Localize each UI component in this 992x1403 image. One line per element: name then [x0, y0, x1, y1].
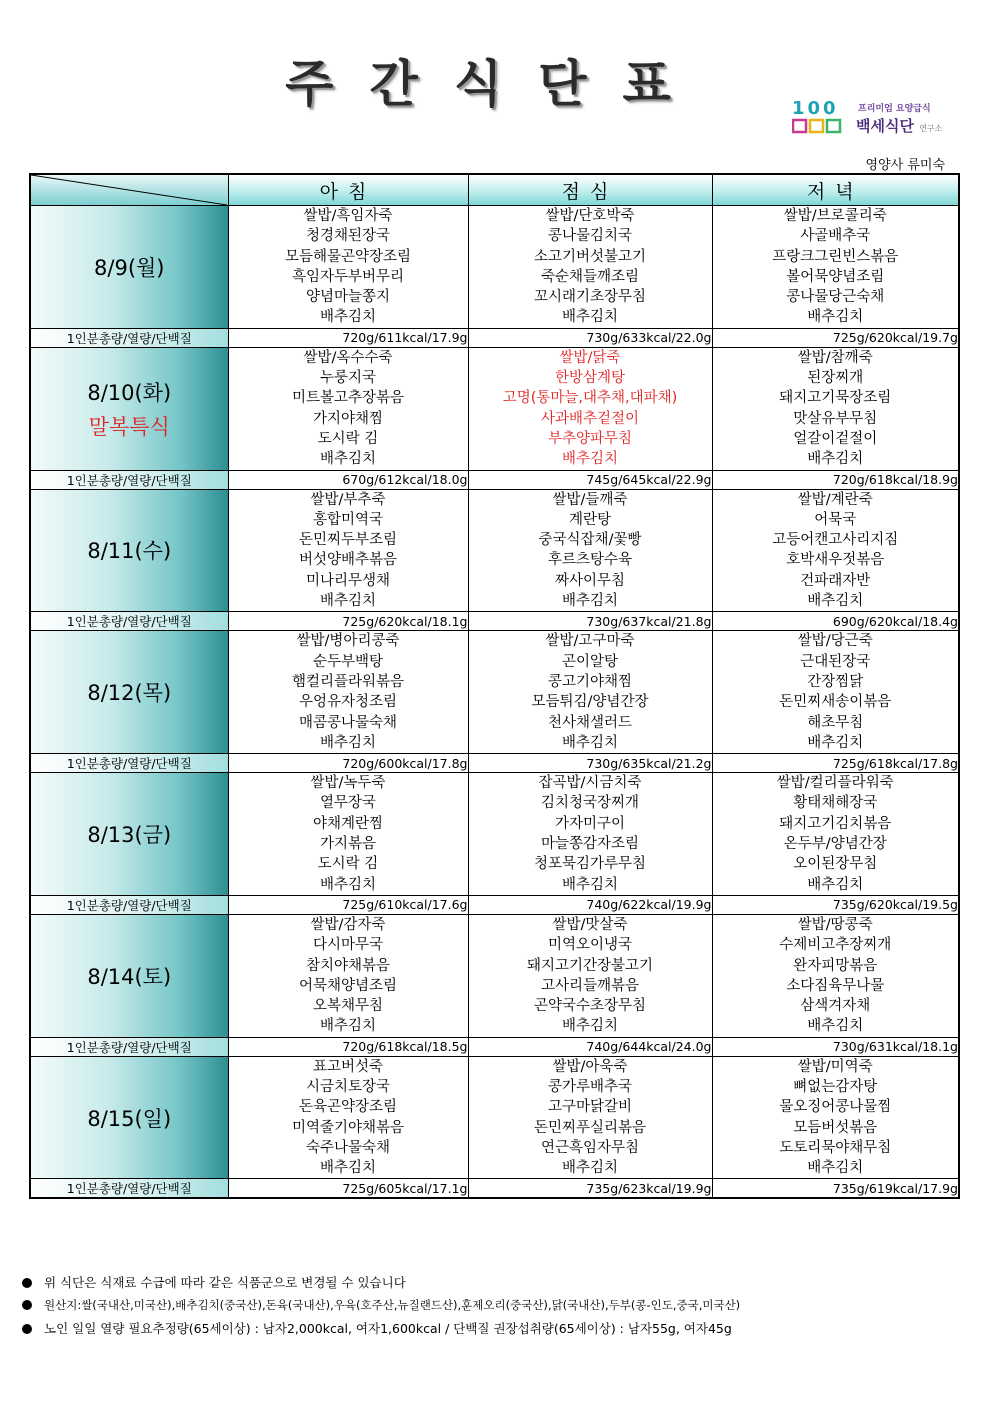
breakfast-menu-cell [228, 489, 468, 612]
menu-item: 우엉유자청조림 [298, 694, 398, 711]
menu-item: 도시락 김 [317, 856, 379, 873]
note-text: 노인 일일 열량 필요추정량(65세이상) : 남자2,000kcal, 여자1,600kcal / 단백질 권장섭취량(65세이상) : 남자55g, 여자45g [44, 1321, 732, 1336]
dinner-menu-cell [712, 489, 959, 612]
breakfast-nutrition-value: 720g/611kcal/17.9g [228, 328, 468, 347]
menu-item: 어묵국 [814, 511, 857, 528]
menu-item: 쌀밥/부추죽 [310, 491, 386, 508]
bullet-icon [22, 1300, 32, 1310]
dinner-nutrition-value: 735g/619kcal/17.9g [712, 1179, 959, 1199]
day-cell [30, 914, 228, 1037]
menu-item: 가지야채찜 [312, 410, 384, 427]
day-label: 8/13(금) [87, 823, 172, 848]
nutrition-label: 1인분총량/열량/단백질 [30, 612, 228, 631]
menu-item: 배추김치 [319, 1018, 377, 1035]
menu-item: 숙주나물숙채 [305, 1139, 391, 1156]
lunch-nutrition-value: 740g/644kcal/24.0g [468, 1037, 712, 1056]
menu-item: 가자미구이 [554, 815, 626, 832]
dinner-nutrition-value: 720g/618kcal/18.9g [712, 470, 959, 489]
menu-item: 배추김치 [807, 1160, 864, 1177]
bullet-icon [22, 1324, 32, 1334]
menu-item: 쌀밥/병아리콩죽 [296, 633, 400, 650]
lunch-menu-cell [468, 1056, 712, 1179]
menu-item: 배추김치 [319, 876, 377, 893]
logo-name [856, 115, 942, 136]
menu-item: 볼어묵양념조림 [786, 268, 885, 285]
nutrition-row [30, 470, 959, 489]
menu-item: 쌀밥/브로콜리죽 [783, 208, 887, 224]
lunch-menu-cell [468, 631, 712, 754]
dinner-menu-cell [712, 347, 959, 470]
menu-item: 쌀밥/감자죽 [310, 916, 386, 933]
header-dinner: 저녁 [712, 174, 959, 206]
menu-item: 호박새우젓볶음 [786, 552, 885, 569]
menu-item: 부추양파무침 [547, 430, 633, 447]
menu-item: 고사리들깨볶음 [540, 977, 640, 994]
lunch-menu-cell [468, 914, 712, 1037]
breakfast-menu-cell [228, 773, 468, 896]
menu-item: 도시락 김 [317, 430, 379, 447]
nutrition-label: 1인분총량/열량/단백질 [30, 754, 228, 773]
menu-item: 해초무침 [807, 714, 864, 731]
day-label: 8/9(월) [94, 255, 165, 280]
menu-item: 햄컬리플라워볶음 [291, 673, 405, 690]
menu-item: 고명(통마늘,대추채,대파채) [502, 390, 678, 407]
menu-item: 미트볼고추장볶음 [291, 390, 405, 407]
menu-item: 열무장국 [319, 795, 377, 812]
logo-numbers: 100 [792, 98, 839, 119]
menu-item: 완자피망볶음 [793, 957, 878, 974]
dinner-nutrition-value: 690g/620kcal/18.4g [712, 612, 959, 631]
menu-item: 삼색겨자채 [800, 998, 871, 1015]
menu-item: 맛살유부무침 [793, 410, 878, 427]
menu-item: 쌀밥/고구마죽 [545, 633, 635, 650]
day-row [30, 914, 959, 1037]
menu-item: 배추김치 [561, 876, 619, 893]
menu-item: 쌀밥/녹두죽 [310, 775, 386, 792]
menu-item: 프랑크그린빈스볶음 [772, 248, 899, 265]
menu-item: 모듬튀김/양념간장 [531, 694, 649, 711]
menu-item: 쌀밥/아욱죽 [552, 1058, 628, 1075]
menu-item: 후르츠탕수육 [547, 552, 633, 569]
menu-item: 오복채무침 [312, 998, 384, 1015]
diagonal-line-icon [31, 175, 227, 205]
menu-item: 배추김치 [319, 1160, 377, 1177]
lunch-menu-cell [468, 489, 712, 612]
menu-item: 계란탕 [568, 511, 612, 528]
breakfast-menu-cell [228, 631, 468, 754]
menu-item: 미나리무생채 [305, 572, 391, 589]
note-nutrition [22, 1317, 740, 1340]
menu-item: 천사채샐러드 [547, 714, 633, 731]
header-row [30, 174, 959, 206]
menu-body [30, 206, 959, 1199]
menu-item: 어묵채양념조림 [298, 977, 398, 994]
note-text: 위 식단은 식재료 수급에 따라 같은 식품군으로 변경될 수 있습니다 [44, 1275, 406, 1290]
menu-item: 고등어캔고사리지짐 [772, 532, 899, 549]
day-cell [30, 773, 228, 896]
menu-item: 죽순채들깨조림 [540, 268, 640, 285]
menu-item: 사과배추겉절이 [540, 410, 640, 427]
nutrition-row [30, 1037, 959, 1056]
note-supply [22, 1271, 740, 1294]
nutrition-row [30, 612, 959, 631]
dinner-menu-cell [712, 631, 959, 754]
menu-item: 연근흑임자무침 [540, 1139, 640, 1156]
note-text: 원산지:쌀(국내산,미국산),배추김치(중국산),돈육(국내산),우육(호주산,뉴질랜드산),훈제오리(중국산),닭(국내산),두부(콩-인도,중국,미국산) [44, 1298, 741, 1312]
menu-item: 곤이알탕 [561, 653, 619, 670]
menu-item: 배추김치 [807, 734, 864, 751]
header-breakfast: 아침 [228, 174, 468, 206]
breakfast-nutrition-value: 720g/600kcal/17.8g [228, 754, 468, 773]
menu-item: 도토리묵야채무침 [779, 1139, 892, 1156]
menu-item: 쌀밥/당근죽 [797, 633, 873, 650]
menu-item: 콩가루배추국 [547, 1078, 633, 1095]
breakfast-menu-cell [228, 347, 468, 470]
menu-item: 미역오이냉국 [547, 937, 633, 954]
menu-item: 수제비고추장찌개 [779, 937, 892, 954]
menu-item: 배추김치 [561, 1018, 619, 1035]
menu-item: 쌀밥/옥수수죽 [303, 349, 393, 366]
menu-item: 쌀밥/미역죽 [797, 1058, 873, 1075]
menu-item: 야채계란찜 [312, 815, 384, 832]
menu-item: 건파래자반 [800, 572, 871, 589]
menu-item: 쌀밥/컬리플라워죽 [776, 775, 894, 792]
dinner-nutrition-value: 735g/620kcal/19.5g [712, 895, 959, 914]
dinner-menu-cell [712, 773, 959, 896]
menu-item: 참치야채볶음 [305, 957, 391, 974]
nutrition-row [30, 328, 959, 347]
logo-mark-icon [792, 118, 842, 134]
breakfast-nutrition-value: 670g/612kcal/18.0g [228, 470, 468, 489]
menu-item: 미역줄기야채볶음 [291, 1119, 405, 1136]
logo-name-text: 백세식단 [856, 117, 914, 135]
day-row [30, 206, 959, 329]
day-cell [30, 347, 228, 470]
nutrition-row [30, 895, 959, 914]
menu-item: 중국식잡채/꽃빵 [538, 532, 642, 549]
menu-item: 배추김치 [561, 734, 619, 751]
menu-item: 돈민찌푸실리볶음 [533, 1119, 647, 1136]
menu-item: 배추김치 [807, 451, 864, 468]
menu-item: 온두부/양념간장 [783, 836, 887, 853]
menu-item: 양념마늘쫑지 [305, 289, 391, 306]
note-origin [22, 1294, 740, 1317]
dinner-menu-cell [712, 1056, 959, 1179]
day-label: 8/11(수) [87, 539, 172, 564]
menu-item: 돼지고기간장불고기 [526, 957, 654, 974]
lunch-nutrition-value: 735g/623kcal/19.9g [468, 1179, 712, 1199]
menu-item: 쌀밥/들깨죽 [552, 491, 628, 508]
dinner-nutrition-value: 730g/631kcal/18.1g [712, 1037, 959, 1056]
menu-item: 흑임자두부버무리 [291, 268, 405, 285]
lunch-menu-cell [468, 773, 712, 896]
header-lunch: 점심 [468, 174, 712, 206]
menu-item: 김치청국장찌개 [540, 795, 640, 812]
lunch-nutrition-value: 730g/637kcal/21.8g [468, 612, 712, 631]
menu-item: 매콤콩나물숙채 [298, 714, 398, 731]
breakfast-nutrition-value: 725g/620kcal/18.1g [228, 612, 468, 631]
breakfast-menu-cell [228, 206, 468, 329]
menu-item: 배추김치 [319, 309, 377, 326]
day-cell [30, 1056, 228, 1179]
menu-item: 근대된장국 [800, 653, 871, 670]
nutrition-label: 1인분총량/열량/단백질 [30, 1179, 228, 1199]
menu-item: 배추김치 [561, 1160, 619, 1177]
header-corner-cell [30, 174, 228, 206]
day-label: 8/14(토) [87, 964, 172, 989]
menu-item: 쌀밥/계란죽 [797, 491, 873, 508]
bullet-icon [22, 1278, 32, 1288]
lunch-nutrition-value: 730g/635kcal/21.2g [468, 754, 712, 773]
notes-section [22, 1271, 740, 1340]
menu-item: 소다짐육무나물 [786, 977, 885, 994]
nutrition-row [30, 754, 959, 773]
breakfast-menu-cell [228, 914, 468, 1037]
menu-item: 쌀밥/닭죽 [559, 349, 621, 366]
nutrition-label: 1인분총량/열량/단백질 [30, 1037, 228, 1056]
menu-item: 고구마닭갈비 [547, 1099, 633, 1116]
menu-item: 누룽지국 [319, 370, 377, 387]
menu-item: 쌀밥/흑임자죽 [303, 208, 393, 224]
menu-item: 콩나물당근숙채 [786, 289, 885, 306]
menu-item: 버섯양배추볶음 [298, 552, 398, 569]
menu-item: 배추김치 [807, 1018, 864, 1035]
menu-item: 배추김치 [319, 593, 377, 610]
menu-item: 오이된장무침 [793, 856, 878, 873]
menu-item: 배추김치 [319, 451, 377, 468]
dinner-nutrition-value: 725g/618kcal/17.8g [712, 754, 959, 773]
breakfast-nutrition-value: 725g/605kcal/17.1g [228, 1179, 468, 1199]
breakfast-menu-cell [228, 1056, 468, 1179]
menu-item: 청포묵김가루무침 [533, 856, 647, 873]
menu-item: 사골배추국 [800, 228, 871, 245]
day-row [30, 1056, 959, 1179]
menu-item: 곤약국수초장무침 [533, 998, 647, 1015]
logo-name-suffix: 연구소 [919, 124, 943, 133]
menu-item: 짜사이무침 [554, 572, 626, 589]
lunch-nutrition-value: 740g/622kcal/19.9g [468, 895, 712, 914]
menu-item: 황태채해장국 [793, 795, 878, 812]
menu-item: 배추김치 [807, 593, 864, 610]
menu-item: 간장찜닭 [807, 673, 864, 690]
menu-item: 돈육곤약장조림 [298, 1099, 398, 1116]
logo-subtitle: 프리미엄 요양급식 [858, 104, 931, 114]
nutrition-row [30, 1179, 959, 1199]
menu-item: 물오징어콩나물찜 [779, 1099, 892, 1116]
menu-item: 시금치토장국 [305, 1078, 391, 1095]
brand-logo [790, 98, 960, 142]
menu-item: 소고기버섯불고기 [533, 248, 647, 265]
menu-item: 배추김치 [561, 451, 619, 468]
menu-item: 배추김치 [561, 309, 619, 326]
menu-item: 돼지고기김치볶음 [779, 815, 892, 832]
menu-item: 배추김치 [807, 309, 864, 326]
menu-item: 모듬버섯볶음 [793, 1119, 878, 1136]
menu-item: 배추김치 [807, 876, 864, 893]
day-cell [30, 489, 228, 612]
menu-item: 표고버섯죽 [312, 1058, 384, 1075]
dinner-menu-cell [712, 206, 959, 329]
day-row [30, 631, 959, 754]
menu-item: 다시마무국 [312, 937, 384, 954]
menu-item: 쌀밥/참깨죽 [797, 349, 873, 366]
lunch-nutrition-value: 745g/645kcal/22.9g [468, 470, 712, 489]
day-label: 8/10(화) [87, 380, 172, 405]
menu-item: 돈민찌두부조림 [298, 532, 398, 549]
page-title: 주간식단표 [285, 55, 707, 113]
lunch-menu-cell [468, 347, 712, 470]
menu-item: 순두부백탕 [312, 653, 384, 670]
weekly-menu-table [29, 173, 960, 1199]
menu-item: 쌀밥/맛살죽 [552, 916, 628, 933]
menu-item: 청경채된장국 [305, 228, 391, 245]
day-label: 8/12(목) [87, 681, 172, 706]
menu-item: 돈민찌새송이볶음 [779, 694, 892, 711]
menu-item: 배추김치 [561, 593, 619, 610]
day-label: 8/15(일) [87, 1106, 172, 1131]
menu-item: 잡곡밥/시금치죽 [538, 775, 642, 792]
menu-item: 홍합미역국 [312, 511, 384, 528]
special-meal-note: 말복특식 [88, 414, 170, 439]
menu-item: 한방삼계탕 [554, 370, 626, 387]
day-row [30, 347, 959, 470]
nutrition-label: 1인분총량/열량/단백질 [30, 895, 228, 914]
breakfast-nutrition-value: 720g/618kcal/18.5g [228, 1037, 468, 1056]
day-row [30, 773, 959, 896]
dinner-nutrition-value: 725g/620kcal/19.7g [712, 328, 959, 347]
menu-item: 마늘쫑감자조림 [540, 836, 640, 853]
menu-item: 쌀밥/단호박죽 [545, 208, 635, 224]
breakfast-nutrition-value: 725g/610kcal/17.6g [228, 895, 468, 914]
menu-item: 쌀밥/땅콩죽 [797, 916, 873, 933]
menu-item: 돼지고기묵장조림 [779, 390, 892, 407]
menu-item: 얼갈이겉절이 [793, 430, 878, 447]
menu-item: 콩나물김치국 [547, 228, 633, 245]
day-cell [30, 206, 228, 329]
menu-item: 꼬시래기초장무침 [533, 289, 647, 306]
lunch-menu-cell [468, 206, 712, 329]
dietitian-name: 영양사 류미숙 [865, 158, 945, 173]
dinner-menu-cell [712, 914, 959, 1037]
day-row [30, 489, 959, 612]
menu-item: 가지볶음 [319, 836, 377, 853]
menu-item: 모듬해물곤약장조림 [284, 248, 412, 265]
nutrition-label: 1인분총량/열량/단백질 [30, 470, 228, 489]
menu-item: 된장찌개 [807, 370, 864, 387]
menu-item: 배추김치 [319, 734, 377, 751]
nutrition-label: 1인분총량/열량/단백질 [30, 328, 228, 347]
menu-item: 콩고기야채찜 [547, 673, 633, 690]
menu-item: 뼈없는감자탕 [793, 1078, 878, 1095]
day-cell [30, 631, 228, 754]
lunch-nutrition-value: 730g/633kcal/22.0g [468, 328, 712, 347]
